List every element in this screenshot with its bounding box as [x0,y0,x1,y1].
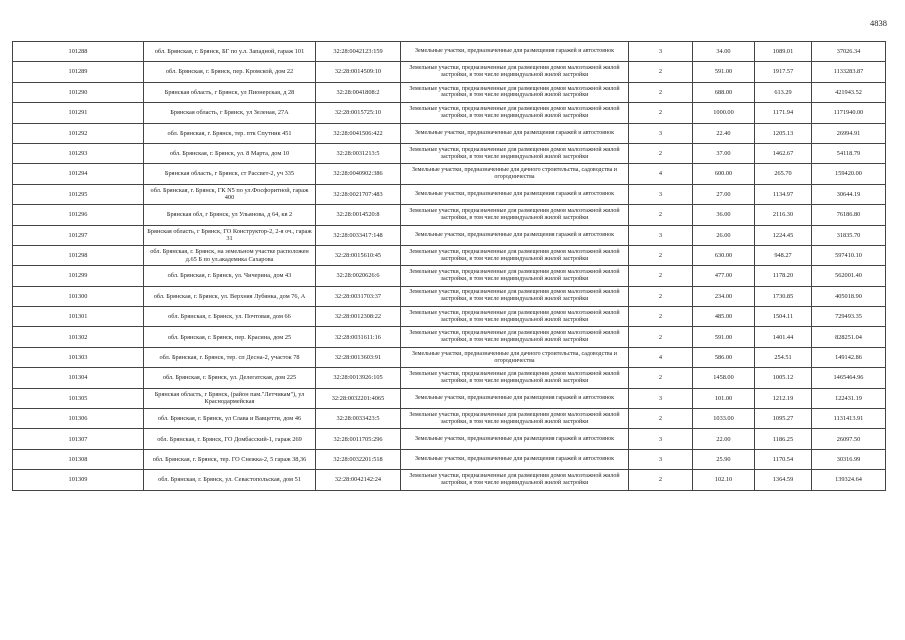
row-rate: 1224.45 [755,225,812,245]
row-rate: 1212.19 [755,388,812,408]
row-address: обл. Брянская, г. Брянск, тер. сп Десна-2, участок 78 [144,347,316,367]
row-id: 101301 [13,307,144,327]
row-address: обл. Брянская, г. Брянск, ул. Делегатская, дом 225 [144,368,316,388]
row-group: 2 [629,82,693,102]
row-land-use: Земельные участки, предназначенные для размещения домов малоэтажной жилой застройки, в том числе индивидуальной жилой застройки [401,266,629,286]
row-land-use: Земельные участки, предназначенные для дачного строительства, садоводства и огородничества [401,347,629,367]
row-cadastral-number: 32:28:0041506:422 [316,123,401,143]
row-cadastral-value: 597410.10 [812,245,886,265]
table-row [13,327,886,347]
row-area: 22.40 [693,123,755,143]
row-area: 688.00 [693,82,755,102]
row-cadastral-value: 1133283.87 [812,62,886,82]
row-id: 101289 [13,62,144,82]
row-rate: 1005.12 [755,368,812,388]
row-group: 2 [629,307,693,327]
row-address: обл. Брянская, г. Брянск, БГ по у.л. Западной, гараж 101 [144,42,316,62]
row-address: обл. Брянская, г. Брянск, ул. Верхняя Лубянка, дом 76, А [144,286,316,306]
row-cadastral-value: 122431.19 [812,388,886,408]
row-cadastral-value: 729493.35 [812,307,886,327]
row-group: 2 [629,266,693,286]
row-cadastral-number: 32:28:0041808:2 [316,82,401,102]
row-area: 600.00 [693,164,755,184]
row-cadastral-value: 405018.90 [812,286,886,306]
row-address: обл. Брянская, г. Брянск, на земельном участке расположен д.65 Б по ул.академика Сахарова [144,245,316,265]
row-cadastral-number: 32:28:0031611:16 [316,327,401,347]
row-group: 2 [629,103,693,123]
row-id: 101306 [13,409,144,429]
row-rate: 1171.94 [755,103,812,123]
row-cadastral-value: 1171940.00 [812,103,886,123]
row-cadastral-number: 32:28:0015610:45 [316,245,401,265]
row-id: 101288 [13,42,144,62]
row-land-use: Земельные участки, предназначенные для размещения гаражей и автостоянок [401,449,629,469]
row-id: 101305 [13,388,144,408]
row-group: 3 [629,184,693,204]
row-land-use: Земельные участки, предназначенные для размещения домов малоэтажной жилой застройки, в том числе индивидуальной жилой застройки [401,470,629,490]
table-row [13,184,886,204]
row-rate: 1170.54 [755,449,812,469]
row-group: 2 [629,368,693,388]
row-rate: 1205.13 [755,123,812,143]
table-row [13,307,886,327]
row-address: обл. Брянская, г. Брянск, ул. Чичерина, дом 43 [144,266,316,286]
row-area: 630.00 [693,245,755,265]
row-address: Брянская область, г Брянск, ст Рассвет-2, уч 335 [144,164,316,184]
row-cadastral-number: 32:28:0020626:6 [316,266,401,286]
table-row [13,205,886,225]
row-id: 101298 [13,245,144,265]
row-cadastral-value: 30644.19 [812,184,886,204]
row-cadastral-number: 32:28:0014520:8 [316,205,401,225]
row-rate: 1178.20 [755,266,812,286]
row-cadastral-number: 32:28:0013603:91 [316,347,401,367]
row-area: 485.00 [693,307,755,327]
row-rate: 1364.59 [755,470,812,490]
row-cadastral-value: 421943.52 [812,82,886,102]
row-land-use: Земельные участки, предназначенные для дачного строительства, садоводства и огородничества [401,164,629,184]
row-rate: 948.27 [755,245,812,265]
row-address: обл. Брянская, г. Брянск, пер. Кромской, дом 22 [144,62,316,82]
row-group: 2 [629,286,693,306]
row-cadastral-number: 32:28:0033417:148 [316,225,401,245]
table-row [13,103,886,123]
row-group: 2 [629,62,693,82]
row-rate: 613.29 [755,82,812,102]
row-address: Брянская обл, г Брянск, ул Ульянова, д 64, кв 2 [144,205,316,225]
row-rate: 1730.85 [755,286,812,306]
row-area: 102.10 [693,470,755,490]
table-row [13,123,886,143]
row-cadastral-value: 26994.91 [812,123,886,143]
row-cadastral-number: 32:28:0033423:5 [316,409,401,429]
row-cadastral-number: 32:28:0031213:5 [316,143,401,163]
row-id: 101292 [13,123,144,143]
row-cadastral-value: 149142.86 [812,347,886,367]
row-id: 101302 [13,327,144,347]
row-cadastral-number: 32:28:0040902:386 [316,164,401,184]
row-id: 101294 [13,164,144,184]
row-area: 1000.00 [693,103,755,123]
row-group: 3 [629,429,693,449]
row-cadastral-number: 32:28:0032201:518 [316,449,401,469]
row-id: 101309 [13,470,144,490]
row-group: 2 [629,470,693,490]
row-cadastral-value: 139324.64 [812,470,886,490]
row-cadastral-value: 30316.99 [812,449,886,469]
table-row [13,266,886,286]
table-row [13,449,886,469]
row-cadastral-value: 1131413.91 [812,409,886,429]
table-row [13,470,886,490]
row-cadastral-value: 37026.34 [812,42,886,62]
row-id: 101291 [13,103,144,123]
row-area: 25.90 [693,449,755,469]
table-row [13,409,886,429]
row-cadastral-number: 32:28:0015725:10 [316,103,401,123]
row-cadastral-number: 32:28:0042142:24 [316,470,401,490]
row-land-use: Земельные участки, предназначенные для размещения домов малоэтажной жилой застройки, в том числе индивидуальной жилой застройки [401,62,629,82]
table-row [13,347,886,367]
row-group: 2 [629,205,693,225]
row-address: обл. Брянская, г. Брянск, ул. Почтовая, дом 66 [144,307,316,327]
table-row [13,143,886,163]
row-land-use: Земельные участки, предназначенные для размещения домов малоэтажной жилой застройки, в том числе индивидуальной жилой застройки [401,409,629,429]
row-land-use: Земельные участки, предназначенные для размещения домов малоэтажной жилой застройки, в том числе индивидуальной жилой застройки [401,143,629,163]
row-address: обл. Брянская, г. Брянск, ул. Севастопольская, дом 51 [144,470,316,490]
row-rate: 254.51 [755,347,812,367]
row-address: обл. Брянская, г. Брянск, ГК N5 по ул.Фосфоритной, гараж 400 [144,184,316,204]
row-id: 101297 [13,225,144,245]
row-area: 586.00 [693,347,755,367]
row-cadastral-number: 32:28:0012308:22 [316,307,401,327]
row-rate: 1095.27 [755,409,812,429]
row-cadastral-number: 32:28:0032201:4065 [316,388,401,408]
row-rate: 2116.30 [755,205,812,225]
row-group: 3 [629,42,693,62]
row-address: Брянская область, г Брянск, ул Зеленая, 27А [144,103,316,123]
row-area: 1458.00 [693,368,755,388]
row-address: обл. Брянская, г. Брянск, пер. Красина, дом 25 [144,327,316,347]
row-land-use: Земельные участки, предназначенные для размещения домов малоэтажной жилой застройки, в том числе индивидуальной жилой застройки [401,82,629,102]
row-address: Брянская область, г Брянск, ул Пионерская, д 28 [144,82,316,102]
row-address: обл. Брянская, г. Брянск, ул. 8 Марта, дом 10 [144,143,316,163]
row-id: 101295 [13,184,144,204]
table-row [13,245,886,265]
row-rate: 1917.57 [755,62,812,82]
row-rate: 1462.67 [755,143,812,163]
row-id: 101308 [13,449,144,469]
row-id: 101300 [13,286,144,306]
row-id: 101296 [13,205,144,225]
row-area: 591.00 [693,62,755,82]
row-land-use: Земельные участки, предназначенные для размещения домов малоэтажной жилой застройки, в том числе индивидуальной жилой застройки [401,368,629,388]
row-rate: 1134.97 [755,184,812,204]
row-group: 2 [629,327,693,347]
row-area: 1033.00 [693,409,755,429]
row-id: 101307 [13,429,144,449]
row-area: 34.00 [693,42,755,62]
row-land-use: Земельные участки, предназначенные для размещения домов малоэтажной жилой застройки, в том числе индивидуальной жилой застройки [401,307,629,327]
row-cadastral-number: 32:28:0021707:483 [316,184,401,204]
row-group: 2 [629,143,693,163]
row-address: Брянская область, г Брянск, (район пам."Летчикам"), ул Краснодармейская [144,388,316,408]
row-group: 4 [629,164,693,184]
row-id: 101304 [13,368,144,388]
row-land-use: Земельные участки, предназначенные для размещения гаражей и автостоянок [401,42,629,62]
page-number: 4838 [870,18,887,28]
row-rate: 1089.01 [755,42,812,62]
row-land-use: Земельные участки, предназначенные для размещения гаражей и автостоянок [401,429,629,449]
table-row [13,42,886,62]
row-land-use: Земельные участки, предназначенные для размещения домов малоэтажной жилой застройки, в том числе индивидуальной жилой застройки [401,327,629,347]
row-cadastral-value: 76186.80 [812,205,886,225]
registry-table [12,41,886,491]
row-area: 101.00 [693,388,755,408]
row-id: 101290 [13,82,144,102]
table-row [13,164,886,184]
row-group: 3 [629,123,693,143]
row-cadastral-number: 32:28:0011705:296 [316,429,401,449]
table-row [13,286,886,306]
row-group: 2 [629,409,693,429]
row-area: 22.00 [693,429,755,449]
table-row [13,368,886,388]
row-group: 3 [629,225,693,245]
row-land-use: Земельные участки, предназначенные для размещения гаражей и автостоянок [401,225,629,245]
row-cadastral-number: 32:28:0014509:10 [316,62,401,82]
row-address: обл. Брянская, г. Брянск, ГО Домбасский-1, гараж 269 [144,429,316,449]
row-cadastral-value: 159420.00 [812,164,886,184]
row-area: 477.00 [693,266,755,286]
row-cadastral-number: 32:28:0013926:105 [316,368,401,388]
row-area: 27.00 [693,184,755,204]
row-cadastral-number: 32:28:0042123:159 [316,42,401,62]
row-cadastral-value: 828251.04 [812,327,886,347]
row-id: 101299 [13,266,144,286]
row-cadastral-number: 32:28:0031703:37 [316,286,401,306]
row-rate: 1401.44 [755,327,812,347]
row-cadastral-value: 31835.70 [812,225,886,245]
row-area: 37.00 [693,143,755,163]
registry-body [13,42,886,491]
row-land-use: Земельные участки, предназначенные для размещения домов малоэтажной жилой застройки, в том числе индивидуальной жилой застройки [401,205,629,225]
row-rate: 1504.11 [755,307,812,327]
row-land-use: Земельные участки, предназначенные для размещения домов малоэтажной жилой застройки, в том числе индивидуальной жилой застройки [401,286,629,306]
table-row [13,62,886,82]
row-cadastral-value: 54118.79 [812,143,886,163]
row-cadastral-value: 1465464.96 [812,368,886,388]
row-rate: 265.70 [755,164,812,184]
row-address: обл. Брянская, г. Брянск, тер. ГО Снежка-2, 5 гараж 38,36 [144,449,316,469]
row-cadastral-value: 26097.50 [812,429,886,449]
row-area: 591.00 [693,327,755,347]
row-address: обл. Брянская, г. Брянск, ул Слава и Вавцетти, дом 46 [144,409,316,429]
row-area: 36.00 [693,205,755,225]
table-row [13,388,886,408]
row-land-use: Земельные участки, предназначенные для размещения гаражей и автостоянок [401,123,629,143]
row-group: 3 [629,388,693,408]
row-area: 234.00 [693,286,755,306]
row-group: 4 [629,347,693,367]
row-area: 26.00 [693,225,755,245]
row-land-use: Земельные участки, предназначенные для размещения домов малоэтажной жилой застройки, в том числе индивидуальной жилой застройки [401,103,629,123]
row-group: 2 [629,245,693,265]
table-row [13,225,886,245]
table-row [13,429,886,449]
row-group: 3 [629,449,693,469]
row-address: обл. Брянская, г. Брянск, тер. птк Спутник 451 [144,123,316,143]
table-row [13,82,886,102]
row-land-use: Земельные участки, предназначенные для размещения домов малоэтажной жилой застройки, в том числе индивидуальной жилой застройки [401,245,629,265]
row-land-use: Земельные участки, предназначенные для размещения гаражей и автостоянок [401,388,629,408]
row-rate: 1186.25 [755,429,812,449]
row-land-use: Земельные участки, предназначенные для размещения гаражей и автостоянок [401,184,629,204]
row-address: Брянская область, г Брянск, ГО Конструктор-2, 2-я оч., гараж 31 [144,225,316,245]
row-id: 101303 [13,347,144,367]
row-id: 101293 [13,143,144,163]
row-cadastral-value: 562001.40 [812,266,886,286]
